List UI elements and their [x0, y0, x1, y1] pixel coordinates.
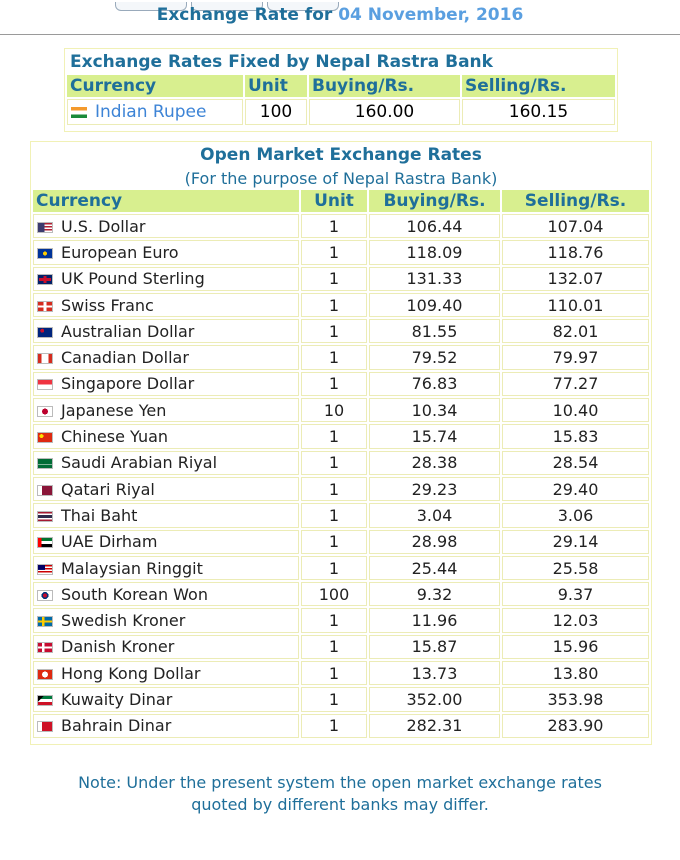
buying-cell: 81.55 — [369, 319, 500, 343]
table-row — [33, 240, 649, 264]
unit-cell: 1 — [301, 635, 367, 659]
buying-cell: 13.73 — [369, 661, 500, 685]
currency-cell — [33, 319, 299, 343]
table-row — [33, 293, 649, 317]
currency-name: Swiss Franc — [61, 295, 154, 315]
selling-cell: 82.01 — [502, 319, 649, 343]
kuwait-flag-icon — [37, 695, 53, 706]
currency-cell — [33, 661, 299, 685]
korea-flag-icon — [37, 590, 53, 601]
selling-cell: 15.96 — [502, 635, 649, 659]
selling-cell: 15.83 — [502, 424, 649, 448]
selling-cell: 12.03 — [502, 608, 649, 632]
currency-name: Bahrain Dinar — [61, 716, 172, 736]
currency-name: U.S. Dollar — [61, 216, 146, 236]
page-title — [0, 5, 680, 25]
unit-cell: 1 — [301, 556, 367, 580]
australia-flag-icon — [37, 327, 53, 338]
title-date: 04 November, 2016 — [338, 5, 524, 25]
qatar-flag-icon — [37, 485, 53, 496]
malaysia-flag-icon — [37, 564, 53, 575]
table-row — [33, 687, 649, 711]
selling-cell: 13.80 — [502, 661, 649, 685]
currency-name: Qatari Riyal — [61, 479, 155, 499]
buying-cell: 29.23 — [369, 477, 500, 501]
unit-cell: 1 — [301, 687, 367, 711]
swiss-flag-icon — [37, 301, 53, 312]
currency-cell — [33, 503, 299, 527]
currency-name: Danish Kroner — [61, 637, 175, 657]
table-row — [67, 99, 615, 125]
buying-cell: 9.32 — [369, 582, 500, 606]
currency-cell — [33, 608, 299, 632]
table-row — [33, 582, 649, 606]
hongkong-flag-icon — [37, 669, 53, 680]
denmark-flag-icon — [37, 642, 53, 653]
buying-cell: 106.44 — [369, 214, 500, 238]
buying-cell: 25.44 — [369, 556, 500, 580]
selling-cell: 10.40 — [502, 398, 649, 422]
table-row — [33, 214, 649, 238]
open-market-title: Open Market Exchange Rates — [200, 145, 482, 165]
buying-cell: 131.33 — [369, 267, 500, 291]
table-row — [33, 556, 649, 580]
sweden-flag-icon — [37, 616, 53, 627]
buying-cell: 15.87 — [369, 635, 500, 659]
buying-cell: 109.40 — [369, 293, 500, 317]
buying-cell: 79.52 — [369, 345, 500, 369]
selling-cell: 353.98 — [502, 687, 649, 711]
col-selling: Selling/Rs. — [502, 190, 649, 212]
currency-name: Canadian Dollar — [61, 348, 189, 368]
unit-cell: 100 — [245, 99, 307, 125]
note-line-2: quoted by different banks may differ. — [191, 795, 489, 814]
selling-cell: 118.76 — [502, 240, 649, 264]
unit-cell: 100 — [301, 582, 367, 606]
unit-cell: 1 — [301, 214, 367, 238]
selling-cell: 3.06 — [502, 503, 649, 527]
currency-cell — [33, 398, 299, 422]
currency-name: Thai Baht — [61, 505, 138, 525]
table-row — [33, 635, 649, 659]
unit-cell: 1 — [301, 267, 367, 291]
currency-cell — [33, 451, 299, 475]
unit-cell: 1 — [301, 345, 367, 369]
table-row — [33, 267, 649, 291]
unit-cell: 1 — [301, 319, 367, 343]
open-market-table — [31, 142, 651, 740]
fixed-rates-panel — [64, 48, 618, 132]
fixed-rates-caption: Exchange Rates Fixed by Nepal Rastra Bank — [70, 52, 493, 72]
unit-cell: 1 — [301, 477, 367, 501]
table-row — [33, 477, 649, 501]
buying-cell: 160.00 — [309, 99, 460, 125]
currency-name: UK Pound Sterling — [61, 269, 205, 289]
buying-cell: 282.31 — [369, 714, 500, 738]
buying-cell: 10.34 — [369, 398, 500, 422]
singapore-flag-icon — [37, 379, 53, 390]
selling-cell: 25.58 — [502, 556, 649, 580]
currency-cell — [33, 556, 299, 580]
buying-cell: 15.74 — [369, 424, 500, 448]
currency-cell — [33, 293, 299, 317]
fixed-rates-table — [65, 49, 617, 127]
table-row — [33, 451, 649, 475]
currency-cell — [33, 214, 299, 238]
col-currency: Currency — [33, 190, 299, 212]
buying-cell: 28.38 — [369, 451, 500, 475]
note-line-1: Note: Under the present system the open market exchange rates — [78, 773, 602, 792]
note-text — [0, 772, 680, 816]
col-buying: Buying/Rs. — [369, 190, 500, 212]
currency-name: Kuwaity Dinar — [61, 689, 173, 709]
table-row — [33, 424, 649, 448]
currency-name: Japanese Yen — [61, 400, 167, 420]
col-unit: Unit — [301, 190, 367, 212]
uk-flag-icon — [37, 274, 53, 285]
saudi-flag-icon — [37, 458, 53, 469]
currency-name: Singapore Dollar — [61, 374, 195, 394]
table-row — [33, 661, 649, 685]
unit-cell: 1 — [301, 714, 367, 738]
thailand-flag-icon — [37, 511, 53, 522]
currency-cell — [33, 372, 299, 396]
selling-cell: 132.07 — [502, 267, 649, 291]
buying-cell: 28.98 — [369, 530, 500, 554]
currency-cell — [33, 687, 299, 711]
currency-cell — [67, 99, 243, 125]
currency-cell — [33, 240, 299, 264]
unit-cell: 1 — [301, 293, 367, 317]
col-unit: Unit — [245, 75, 307, 97]
currency-cell — [33, 345, 299, 369]
buying-cell: 118.09 — [369, 240, 500, 264]
unit-cell: 10 — [301, 398, 367, 422]
table-row — [33, 530, 649, 554]
currency-name: Hong Kong Dollar — [61, 663, 201, 683]
selling-cell: 283.90 — [502, 714, 649, 738]
currency-cell — [33, 714, 299, 738]
buying-cell: 11.96 — [369, 608, 500, 632]
selling-cell: 107.04 — [502, 214, 649, 238]
currency-cell — [33, 530, 299, 554]
table-row — [33, 319, 649, 343]
india-flag-icon — [71, 107, 87, 118]
unit-cell: 1 — [301, 530, 367, 554]
selling-cell: 160.15 — [462, 99, 615, 125]
selling-cell: 110.01 — [502, 293, 649, 317]
indian-rupee-link[interactable]: Indian Rupee — [95, 102, 207, 122]
currency-cell — [33, 424, 299, 448]
bahrain-flag-icon — [37, 721, 53, 732]
currency-cell — [33, 635, 299, 659]
unit-cell: 1 — [301, 240, 367, 264]
currency-cell — [33, 582, 299, 606]
currency-name: Australian Dollar — [61, 321, 195, 341]
selling-cell: 77.27 — [502, 372, 649, 396]
currency-name: South Korean Won — [61, 584, 208, 604]
selling-cell: 29.14 — [502, 530, 649, 554]
unit-cell: 1 — [301, 451, 367, 475]
currency-cell — [33, 477, 299, 501]
canada-flag-icon — [37, 353, 53, 364]
china-flag-icon — [37, 432, 53, 443]
currency-name: Saudi Arabian Riyal — [61, 453, 218, 473]
col-buying: Buying/Rs. — [309, 75, 460, 97]
table-row — [33, 398, 649, 422]
table-row — [33, 372, 649, 396]
eu-flag-icon — [37, 248, 53, 259]
selling-cell: 79.97 — [502, 345, 649, 369]
currency-name: UAE Dirham — [61, 532, 158, 552]
currency-cell — [33, 267, 299, 291]
currency-name: Malaysian Ringgit — [61, 558, 203, 578]
col-currency: Currency — [67, 75, 243, 97]
unit-cell: 1 — [301, 503, 367, 527]
table-row — [33, 608, 649, 632]
open-market-panel — [30, 141, 652, 745]
selling-cell: 28.54 — [502, 451, 649, 475]
buying-cell: 3.04 — [369, 503, 500, 527]
unit-cell: 1 — [301, 608, 367, 632]
selling-cell: 29.40 — [502, 477, 649, 501]
unit-cell: 1 — [301, 424, 367, 448]
uae-flag-icon — [37, 537, 53, 548]
selling-cell: 9.37 — [502, 582, 649, 606]
unit-cell: 1 — [301, 661, 367, 685]
buying-cell: 352.00 — [369, 687, 500, 711]
currency-name: European Euro — [61, 242, 179, 262]
currency-name: Swedish Kroner — [61, 611, 186, 631]
top-bar — [0, 0, 680, 35]
table-row — [33, 345, 649, 369]
table-row — [33, 503, 649, 527]
table-row — [33, 714, 649, 738]
col-selling: Selling/Rs. — [462, 75, 615, 97]
us-flag-icon — [37, 222, 53, 233]
buying-cell: 76.83 — [369, 372, 500, 396]
title-prefix: Exchange Rate for — [156, 5, 339, 25]
open-market-subtitle: (For the purpose of Nepal Rastra Bank) — [184, 168, 498, 188]
japan-flag-icon — [37, 406, 53, 417]
currency-name: Chinese Yuan — [61, 427, 169, 447]
unit-cell: 1 — [301, 372, 367, 396]
